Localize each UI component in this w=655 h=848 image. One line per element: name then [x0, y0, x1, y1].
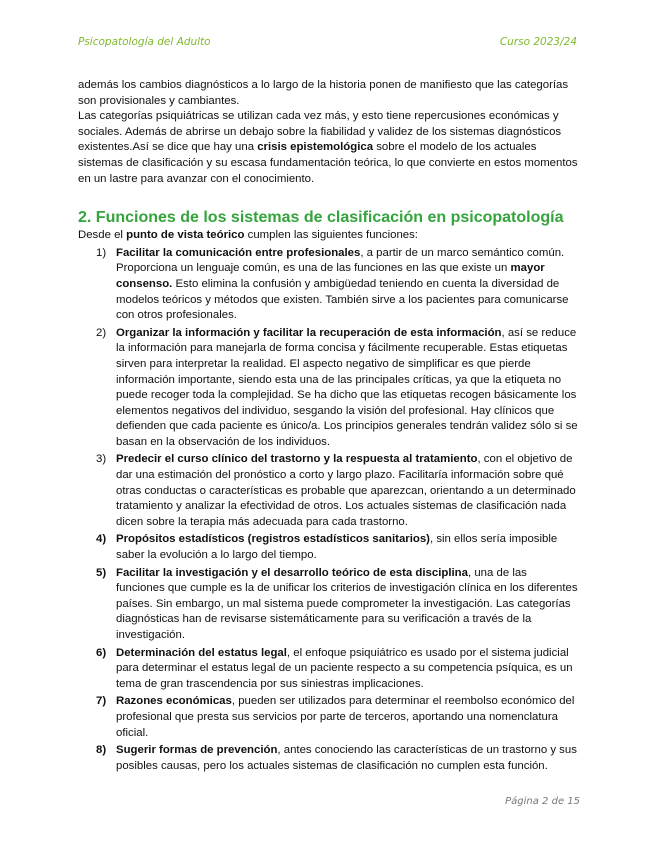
section-intro	[78, 228, 578, 244]
list-item	[78, 532, 578, 563]
functions-list	[78, 246, 578, 775]
item-heading: Sugerir formas de prevención	[116, 744, 278, 757]
list-number: 4)	[96, 533, 107, 546]
section-title: 2. Funciones de los sistemas de clasificación en psicopatología	[78, 209, 564, 227]
item-text: , el enfoque psiquiátrico es usado por el sistema judicial para determinar el estatus legal de un paciente respecto a su competencia psíquica, es un tema de gran trascendencia por sus siniestras implicaciones.	[116, 646, 573, 690]
paragraph-1: además los cambios diagnósticos a lo largo de la historia ponen de manifiesto que las categorías son provisionales y cambiantes.	[78, 79, 569, 107]
course-title: Psicopatología del Adulto	[78, 36, 211, 48]
paragraph-2-pre: Las categorías psiquiátricas se utilizan cada vez más, y esto tiene repercusiones económicas y sociales. Además de abrirse un debajo sobre la fiabilidad y validez de los sistemas diagnósticos existentes.Así se dice que hay una	[78, 110, 562, 154]
list-item	[78, 246, 578, 324]
item-heading: Facilitar la comunicación entre profesionales	[116, 246, 361, 259]
item-heading: Facilitar la investigación y el desarrollo teórico de esta disciplina	[116, 566, 468, 579]
item-heading: Predecir el curso clínico del trastorno y la respuesta al tratamiento	[116, 453, 478, 466]
list-item	[78, 566, 578, 644]
item-text: , sin ellos sería imposible saber la evolución a lo largo del tiempo.	[116, 533, 558, 562]
item-text: , a partir de un marco semántico común. Proporciona un lenguaje común, es una de las funciones en las que existe un	[116, 246, 565, 275]
section-intro-bold: punto de vista teórico	[126, 229, 245, 242]
course-year: Curso 2023/24	[499, 36, 577, 48]
list-number: 3)	[96, 453, 107, 466]
page-number: Página 2 de 15	[505, 796, 580, 807]
item-heading: Razones económicas	[116, 695, 232, 708]
paragraph-2	[78, 109, 578, 187]
section-intro-post: cumplen las siguientes funciones:	[244, 229, 418, 242]
list-number: 5)	[96, 566, 107, 579]
item-heading: Determinación del estatus legal	[116, 646, 287, 659]
paragraph-2-bold: crisis epistemológica	[257, 141, 374, 154]
item-text: , una de las funciones que cumple es la de unificar los criterios de investigación clínica en los diferentes países. Sin embargo, un mal sistema puede comprometer la investigación. Las categorías diagnósticas han de revisarse sistemáticamente para su verificación a través de la investigación.	[116, 566, 578, 641]
list-item	[78, 694, 578, 741]
item-heading: Organizar la información y facilitar la recuperación de esta información	[116, 326, 502, 339]
item-heading: Propósitos estadísticos (registros estadísticos sanitarios)	[116, 533, 430, 546]
list-item	[78, 646, 578, 693]
list-item	[78, 452, 578, 530]
list-number: 6)	[96, 646, 107, 659]
item-text: , con el objetivo de dar una estimación del pronóstico a corto y largo plazo. Facilitaría información sobre qué otras conductas o características es probable que aparezcan, orientando a un determinado tratamiento y analizar la efectividad de otros. Los actuales sistemas de clasificación nada dicen sobre la terapia más adecuada para cada trastorno.	[116, 453, 576, 528]
item-text: , pueden ser utilizados para determinar el reembolso económico del profesional que presta sus servicios por parte de terceros, aportando una nomenclatura oficial.	[116, 695, 575, 739]
list-number: 7)	[96, 695, 107, 708]
list-number: 8)	[96, 744, 107, 757]
page-header	[78, 36, 577, 52]
list-item	[78, 326, 578, 451]
list-number: 1)	[96, 246, 107, 259]
item-emphasis: mayor consenso.	[116, 262, 545, 290]
paragraph-2-post: sobre el modelo de los actuales sistemas de clasificación y su escasa fundamentación teórica, lo que convierte en estos momentos en un lastre para avanzar con el conocimiento.	[78, 141, 578, 185]
item-text: , antes conociendo las características de un trastorno y sus posibles causas, pero los actuales sistemas de clasificación no cumplen esta función.	[116, 744, 577, 772]
list-number: 2)	[96, 326, 107, 339]
item-text-2: Esto elimina la confusión y ambigüedad teniendo en cuenta la diversidad de modelos teóricos y métodos que existen. También sirve a los pacientes para comunicarse con otros profesionales.	[116, 277, 569, 322]
page-content	[78, 78, 578, 774]
list-item	[78, 743, 578, 774]
section-intro-pre: Desde el	[78, 229, 127, 242]
item-text: , así se reduce la información para manejarla de forma concisa y fácilmente recuperable. Estas etiquetas sirven para interpretar la realidad. El aspecto negativo de simplificar es que pierde información importante, siendo esta una de las principales críticas, ya que la etiqueta no puede recoger toda la complejidad. Se ha dicho que las etiquetas recogen básicamente los elementos negativos del individuo, sesgando la visión del profesional. Hay clínicos que defienden que cada paciente es único/a. Los principios generales tendrán validez sólo si se basan en la observación de los individuos.	[116, 326, 578, 448]
